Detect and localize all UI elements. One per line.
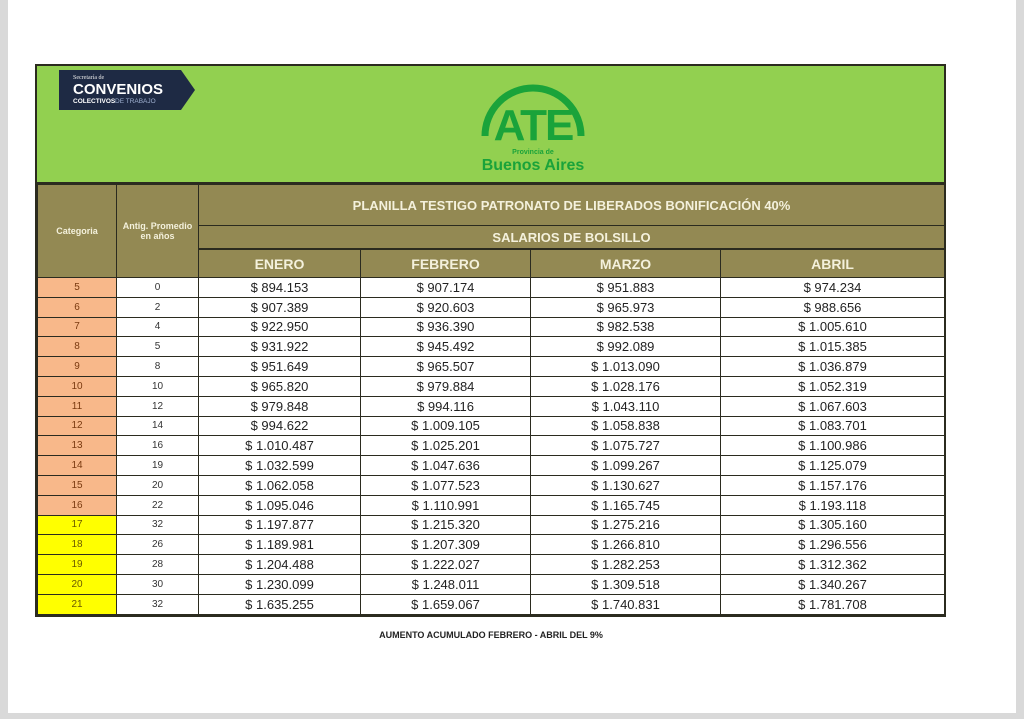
- cell-salary-febrero: $ 1.248.011: [361, 574, 531, 594]
- cell-categoria: 18: [38, 535, 117, 555]
- cell-categoria: 7: [38, 317, 117, 337]
- table-row: [38, 278, 945, 298]
- cell-salary-marzo: $ 1.130.627: [531, 475, 721, 495]
- cell-antiguedad: 14: [117, 416, 199, 436]
- cell-salary-marzo: $ 1.266.810: [531, 535, 721, 555]
- cell-categoria: 13: [38, 436, 117, 456]
- svg-text:Secretaría de: Secretaría de: [73, 75, 105, 81]
- table-row: [38, 495, 945, 515]
- cell-categoria: 16: [38, 495, 117, 515]
- footnote: AUMENTO ACUMULADO FEBRERO - ABRIL DEL 9%: [379, 630, 603, 640]
- table-row: [38, 456, 945, 476]
- cell-antiguedad: 19: [117, 456, 199, 476]
- table-row: [38, 436, 945, 456]
- cell-salary-enero: $ 1.189.981: [199, 535, 361, 555]
- table-row: [38, 416, 945, 436]
- header-month-febrero: FEBRERO: [361, 249, 531, 278]
- cell-categoria: 19: [38, 555, 117, 575]
- cell-categoria: 5: [38, 278, 117, 298]
- svg-text:COLECTIVOS: COLECTIVOS: [73, 98, 116, 105]
- cell-salary-abril: $ 1.005.610: [721, 317, 945, 337]
- cell-salary-marzo: $ 1.282.253: [531, 555, 721, 575]
- cell-salary-marzo: $ 951.883: [531, 278, 721, 298]
- table-row: [38, 555, 945, 575]
- cell-salary-enero: $ 994.622: [199, 416, 361, 436]
- cell-salary-enero: $ 907.389: [199, 297, 361, 317]
- cell-salary-abril: $ 1.157.176: [721, 475, 945, 495]
- cell-categoria: 9: [38, 357, 117, 377]
- cell-salary-febrero: $ 994.116: [361, 396, 531, 416]
- svg-text:CONVENIOS: CONVENIOS: [73, 81, 164, 98]
- cell-salary-enero: $ 931.922: [199, 337, 361, 357]
- header-month-marzo: MARZO: [531, 249, 721, 278]
- cell-antiguedad: 32: [117, 594, 199, 614]
- table-title: PLANILLA TESTIGO PATRONATO DE LIBERADOS BONIFICACIÓN 40%: [199, 185, 945, 226]
- cell-salary-abril: $ 1.125.079: [721, 456, 945, 476]
- cell-salary-marzo: $ 965.973: [531, 297, 721, 317]
- cell-salary-abril: $ 1.100.986: [721, 436, 945, 456]
- cell-antiguedad: 5: [117, 337, 199, 357]
- cell-antiguedad: 30: [117, 574, 199, 594]
- cell-salary-febrero: $ 1.207.309: [361, 535, 531, 555]
- table-row: [38, 574, 945, 594]
- cell-salary-enero: $ 922.950: [199, 317, 361, 337]
- table-row: [38, 475, 945, 495]
- cell-categoria: 11: [38, 396, 117, 416]
- cell-salary-marzo: $ 1.165.745: [531, 495, 721, 515]
- cell-salary-febrero: $ 1.659.067: [361, 594, 531, 614]
- cell-categoria: 6: [38, 297, 117, 317]
- cell-salary-marzo: $ 992.089: [531, 337, 721, 357]
- cell-salary-abril: $ 1.052.319: [721, 376, 945, 396]
- ate-logo: [473, 74, 593, 178]
- cell-salary-febrero: $ 1.009.105: [361, 416, 531, 436]
- cell-salary-marzo: $ 1.275.216: [531, 515, 721, 535]
- cell-salary-febrero: $ 979.884: [361, 376, 531, 396]
- cell-salary-abril: $ 1.193.118: [721, 495, 945, 515]
- cell-categoria: 8: [38, 337, 117, 357]
- cell-salary-abril: $ 1.083.701: [721, 416, 945, 436]
- table-row: [38, 396, 945, 416]
- cell-categoria: 12: [38, 416, 117, 436]
- cell-salary-enero: $ 951.649: [199, 357, 361, 377]
- cell-salary-enero: $ 1.230.099: [199, 574, 361, 594]
- header-month-abril: ABRIL: [721, 249, 945, 278]
- cell-salary-abril: $ 1.296.556: [721, 535, 945, 555]
- cell-salary-enero: $ 1.204.488: [199, 555, 361, 575]
- cell-salary-enero: $ 1.010.487: [199, 436, 361, 456]
- cell-categoria: 20: [38, 574, 117, 594]
- document-page: [8, 0, 1016, 713]
- cell-antiguedad: 16: [117, 436, 199, 456]
- table-subtitle: SALARIOS DE BOLSILLO: [199, 226, 945, 250]
- cell-salary-abril: $ 1.067.603: [721, 396, 945, 416]
- cell-antiguedad: 8: [117, 357, 199, 377]
- cell-salary-abril: $ 1.305.160: [721, 515, 945, 535]
- table-row: [38, 357, 945, 377]
- table-row: [38, 297, 945, 317]
- cell-salary-marzo: $ 1.013.090: [531, 357, 721, 377]
- table-row: [38, 535, 945, 555]
- table-row: [38, 515, 945, 535]
- cell-categoria: 10: [38, 376, 117, 396]
- svg-text:DE TRABAJO: DE TRABAJO: [115, 98, 156, 105]
- cell-salary-enero: $ 1.062.058: [199, 475, 361, 495]
- cell-salary-marzo: $ 1.099.267: [531, 456, 721, 476]
- cell-salary-febrero: $ 936.390: [361, 317, 531, 337]
- table-row: [38, 317, 945, 337]
- cell-salary-enero: $ 894.153: [199, 278, 361, 298]
- cell-salary-enero: $ 1.197.877: [199, 515, 361, 535]
- cell-salary-febrero: $ 965.507: [361, 357, 531, 377]
- header-banner: [37, 66, 944, 184]
- salary-sheet: [35, 64, 946, 617]
- cell-antiguedad: 10: [117, 376, 199, 396]
- header-antiguedad: Antig. Promedio en años: [117, 185, 199, 278]
- cell-salary-abril: $ 1.340.267: [721, 574, 945, 594]
- cell-antiguedad: 22: [117, 495, 199, 515]
- cell-salary-enero: $ 979.848: [199, 396, 361, 416]
- table-row: [38, 376, 945, 396]
- cell-salary-febrero: $ 1.222.027: [361, 555, 531, 575]
- cell-salary-abril: $ 974.234: [721, 278, 945, 298]
- cell-salary-enero: $ 1.095.046: [199, 495, 361, 515]
- convenios-logo: [59, 70, 195, 110]
- cell-salary-enero: $ 1.635.255: [199, 594, 361, 614]
- header-month-enero: ENERO: [199, 249, 361, 278]
- cell-antiguedad: 2: [117, 297, 199, 317]
- cell-categoria: 14: [38, 456, 117, 476]
- cell-salary-marzo: $ 1.309.518: [531, 574, 721, 594]
- svg-text:Buenos Aires: Buenos Aires: [481, 157, 585, 174]
- cell-salary-marzo: $ 982.538: [531, 317, 721, 337]
- cell-categoria: 21: [38, 594, 117, 614]
- cell-salary-marzo: $ 1.740.831: [531, 594, 721, 614]
- cell-antiguedad: 28: [117, 555, 199, 575]
- svg-text:Provincia de: Provincia de: [512, 149, 554, 156]
- cell-salary-abril: $ 1.781.708: [721, 594, 945, 614]
- cell-antiguedad: 0: [117, 278, 199, 298]
- table-row: [38, 337, 945, 357]
- cell-salary-marzo: $ 1.058.838: [531, 416, 721, 436]
- cell-salary-febrero: $ 1.047.636: [361, 456, 531, 476]
- cell-salary-abril: $ 1.036.879: [721, 357, 945, 377]
- table-row: [38, 594, 945, 614]
- cell-antiguedad: 32: [117, 515, 199, 535]
- cell-salary-marzo: $ 1.075.727: [531, 436, 721, 456]
- salary-table: [37, 184, 945, 615]
- cell-salary-marzo: $ 1.043.110: [531, 396, 721, 416]
- cell-salary-abril: $ 988.656: [721, 297, 945, 317]
- table-body: [38, 278, 945, 615]
- cell-antiguedad: 26: [117, 535, 199, 555]
- cell-categoria: 15: [38, 475, 117, 495]
- cell-salary-abril: $ 1.312.362: [721, 555, 945, 575]
- cell-salary-febrero: $ 1.215.320: [361, 515, 531, 535]
- cell-antiguedad: 12: [117, 396, 199, 416]
- cell-salary-febrero: $ 1.025.201: [361, 436, 531, 456]
- cell-antiguedad: 4: [117, 317, 199, 337]
- cell-salary-febrero: $ 920.603: [361, 297, 531, 317]
- header-categoria: Categoria: [38, 185, 117, 278]
- cell-antiguedad: 20: [117, 475, 199, 495]
- cell-salary-marzo: $ 1.028.176: [531, 376, 721, 396]
- cell-categoria: 17: [38, 515, 117, 535]
- cell-salary-febrero: $ 1.110.991: [361, 495, 531, 515]
- cell-salary-enero: $ 965.820: [199, 376, 361, 396]
- cell-salary-febrero: $ 945.492: [361, 337, 531, 357]
- cell-salary-abril: $ 1.015.385: [721, 337, 945, 357]
- cell-salary-febrero: $ 907.174: [361, 278, 531, 298]
- cell-salary-enero: $ 1.032.599: [199, 456, 361, 476]
- cell-salary-febrero: $ 1.077.523: [361, 475, 531, 495]
- svg-text:ATE: ATE: [493, 101, 573, 150]
